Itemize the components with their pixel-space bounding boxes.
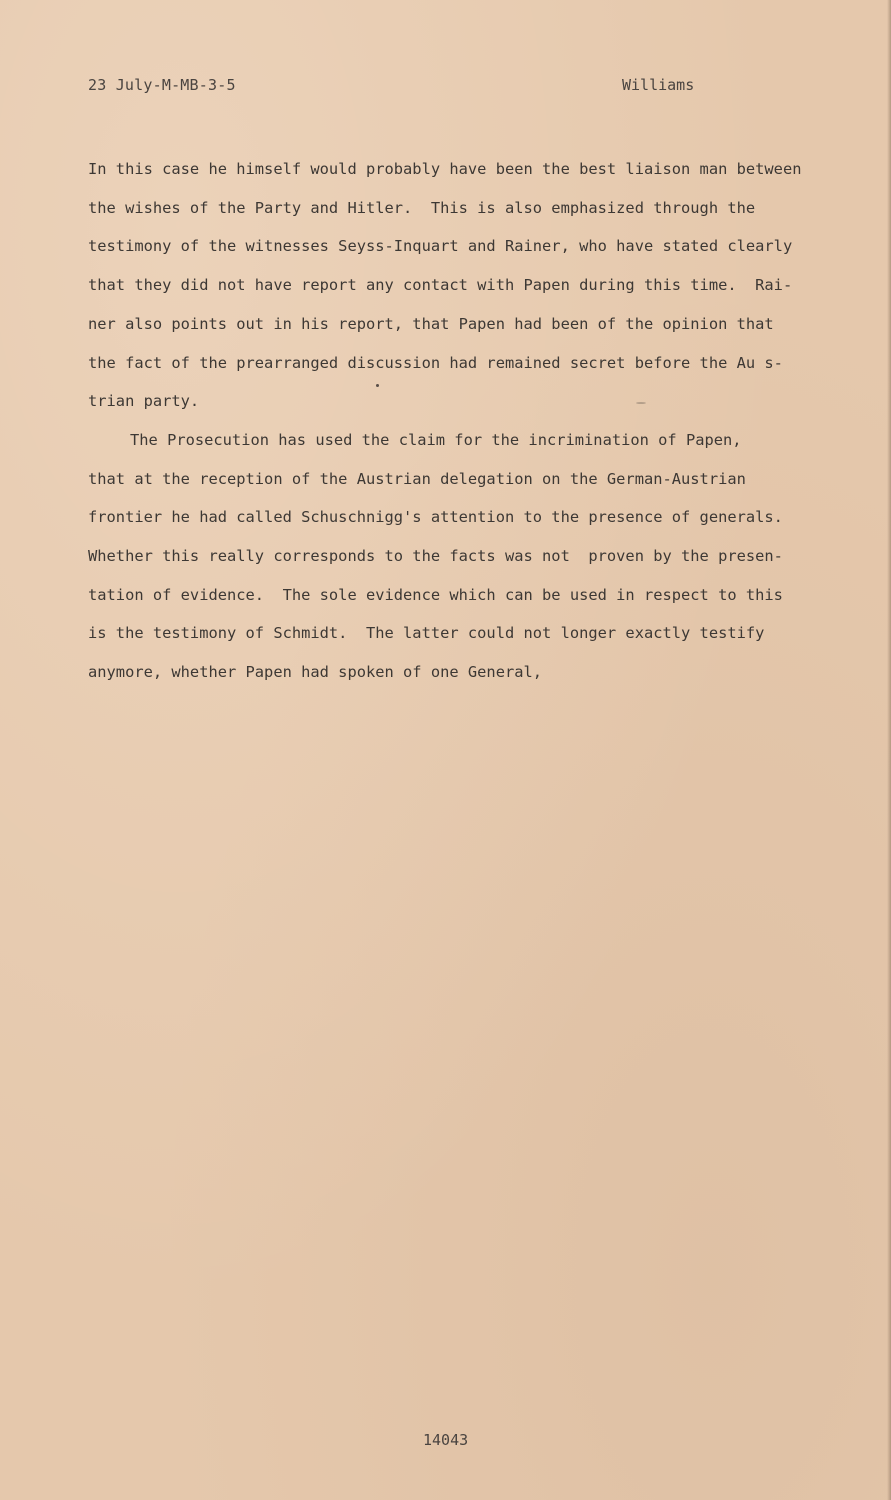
text-line: frontier he had called Schuschnigg's attention to the presence of generals. — [88, 508, 783, 527]
text-line-paragraph-start: The Prosecution has used the claim for the incrimination of Papen, — [130, 430, 742, 449]
paper-speck — [376, 384, 379, 387]
text-line: is the testimony of Schmidt. The latter could not longer exactly testify — [88, 624, 765, 643]
text-line: testimony of the witnesses Seyss-Inquart and Rainer, who have stated clearly — [88, 237, 793, 256]
document-reference: 23 July-M-MB-3-5 — [88, 76, 236, 94]
text-line: that at the reception of the Austrian delegation on the German-Austrian — [88, 469, 746, 488]
page-edge-shadow — [887, 0, 891, 1500]
text-line: that they did not have report any contact with Papen during this time. Rai- — [88, 276, 793, 295]
reporter-name: Williams — [622, 76, 695, 94]
paper-speck — [636, 402, 646, 404]
text-line: anymore, whether Papen had spoken of one General, — [88, 663, 543, 682]
text-line: the wishes of the Party and Hitler. This is also emphasized through the — [88, 198, 756, 217]
text-line: Whether this really corresponds to the facts was not proven by the presen- — [88, 547, 783, 566]
page-number: 14043 — [423, 1431, 469, 1449]
text-line: trian party. — [88, 392, 200, 411]
text-line: In this case he himself would probably have been the best liaison man between — [88, 160, 802, 178]
text-line: tation of evidence. The sole evidence which can be used in respect to this — [88, 585, 783, 604]
typed-body-text — [88, 150, 828, 692]
text-line: ner also points out in his report, that Papen had been of the opinion that — [88, 314, 774, 333]
text-line: the fact of the prearranged discussion had remained secret before the Au s- — [88, 353, 783, 372]
